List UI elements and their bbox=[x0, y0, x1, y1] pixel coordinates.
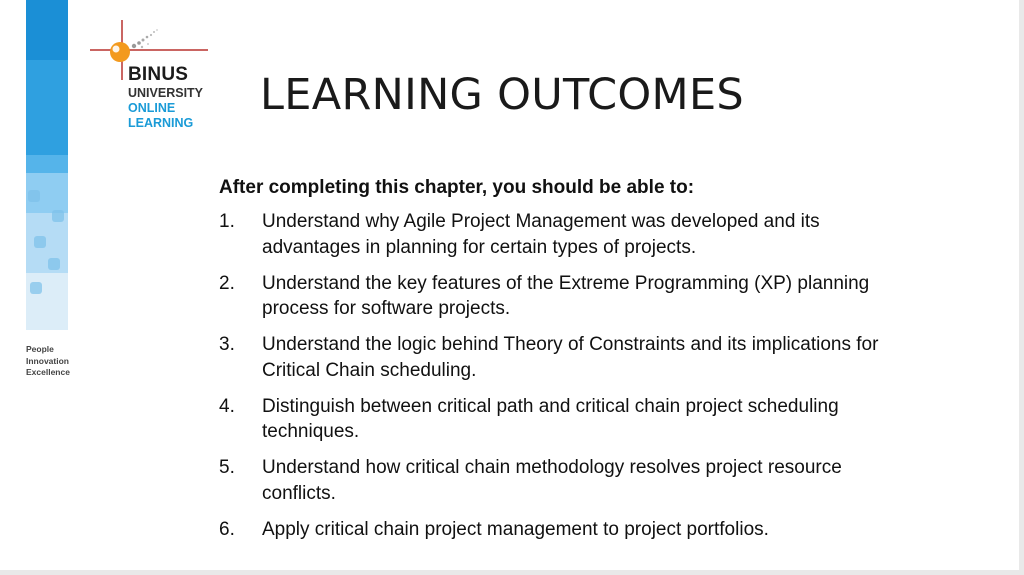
outcome-item bbox=[219, 271, 879, 322]
outcome-item bbox=[219, 455, 879, 506]
tagline-excellence: Excellence bbox=[26, 367, 70, 377]
outcome-number: 2. bbox=[219, 272, 235, 294]
decorative-blue-strip bbox=[26, 0, 68, 330]
outcome-number: 6. bbox=[219, 518, 235, 540]
outcome-text: Understand the key features of the Extreme Programming (XP) planning process for software projects. bbox=[262, 272, 870, 319]
tagline-people: People bbox=[26, 344, 54, 354]
logo-text-learning: LEARNING bbox=[128, 116, 194, 130]
logo-text-university: UNIVERSITY bbox=[128, 86, 204, 100]
outcome-text: Understand the logic behind Theory of Constraints and its implications for Critical Chain scheduling. bbox=[262, 334, 879, 381]
outcome-number: 5. bbox=[219, 457, 235, 478]
logo-text-online: ONLINE bbox=[128, 101, 176, 115]
outcomes-list bbox=[219, 209, 879, 542]
outcome-text: Distinguish between critical path and critical chain project scheduling techniques. bbox=[262, 395, 839, 442]
slide-title: LEARNING OUTCOMES bbox=[260, 70, 745, 120]
outcome-text: Understand why Agile Project Management was developed and its advantages in planning for certain types of projects. bbox=[262, 211, 820, 258]
tagline bbox=[26, 344, 70, 379]
outcome-item bbox=[219, 209, 879, 260]
outcome-item bbox=[219, 394, 879, 445]
outcome-number: 1. bbox=[219, 211, 235, 232]
outcome-text: Understand how critical chain methodology resolves project resource conflicts. bbox=[262, 457, 842, 504]
outcome-item bbox=[219, 517, 879, 543]
outcome-text: Apply critical chain project management to project portfolios. bbox=[262, 518, 769, 540]
outcome-number: 3. bbox=[219, 334, 235, 355]
tagline-innovation: Innovation bbox=[26, 355, 69, 366]
outcome-number: 4. bbox=[219, 395, 235, 417]
binus-logo bbox=[90, 20, 220, 135]
intro-text: After completing this chapter, you should be able to: bbox=[219, 177, 695, 198]
logo-text-binus: BINUS bbox=[128, 64, 189, 85]
slide-content bbox=[219, 177, 879, 553]
outcome-item bbox=[219, 332, 879, 383]
